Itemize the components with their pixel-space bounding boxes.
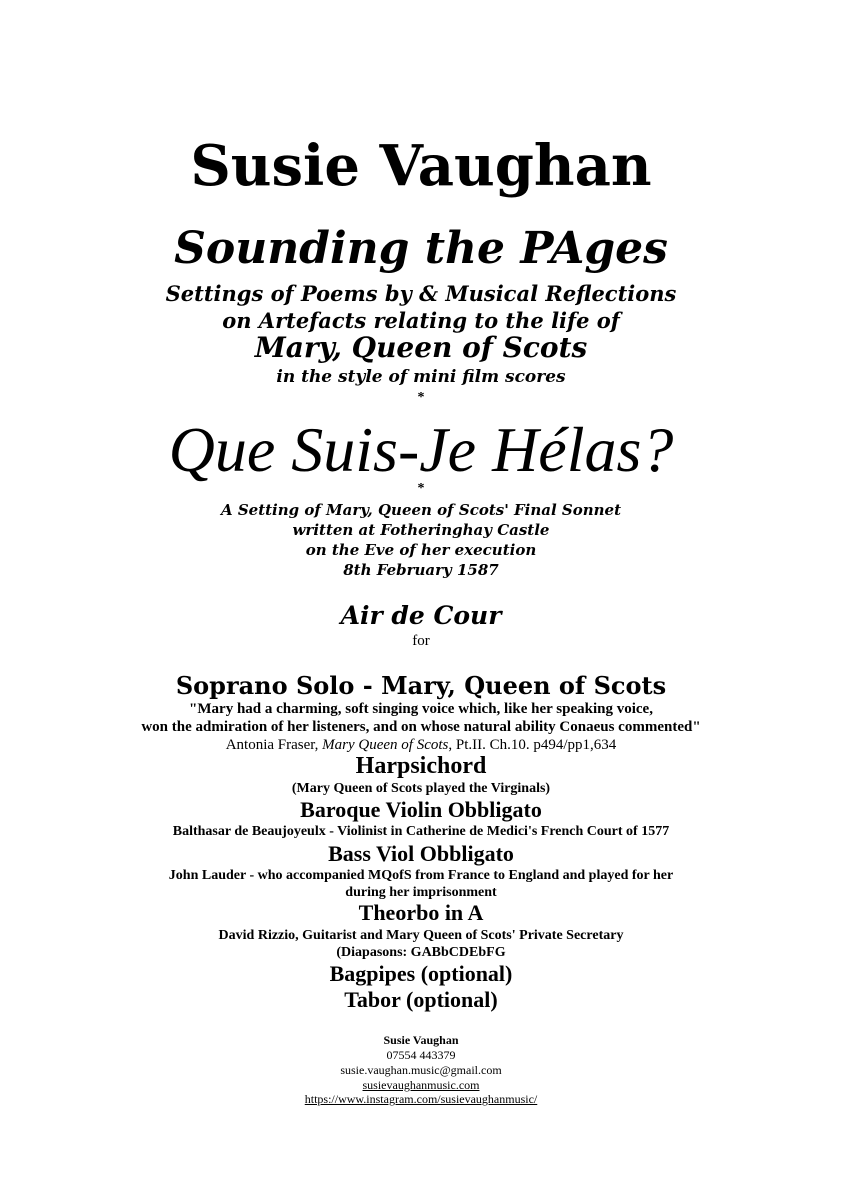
bass-viol-note-line-1: John Lauder - who accompanied MQofS from France to England and played for her bbox=[168, 868, 674, 883]
instrument-baroque-violin: Baroque Violin Obbligato bbox=[300, 797, 542, 822]
series-title: Sounding the PAges bbox=[174, 223, 668, 274]
contact-name: Susie Vaughan bbox=[383, 1033, 459, 1047]
bass-viol-note-line-2: during her imprisonment bbox=[345, 885, 497, 900]
instrument-soprano: Soprano Solo - Mary, Queen of Scots bbox=[175, 671, 667, 700]
separator-star-2: * bbox=[417, 481, 425, 496]
theorbo-note-line-2: (Diapasons: GABbCDEbFG bbox=[336, 945, 506, 960]
theorbo-note-line-1: David Rizzio, Guitarist and Mary Queen of Scots' Private Secretary bbox=[218, 928, 624, 943]
instrument-tabor: Tabor (optional) bbox=[344, 987, 498, 1012]
harpsichord-note: (Mary Queen of Scots played the Virginals) bbox=[291, 781, 551, 796]
series-subject: Mary, Queen of Scots bbox=[254, 331, 588, 364]
instrument-bagpipes: Bagpipes (optional) bbox=[329, 961, 513, 986]
for-label: for bbox=[412, 633, 430, 649]
violin-note: Balthasar de Beaujoyeulx - Violinist in Catherine de Medici's French Court of 1577 bbox=[172, 824, 670, 839]
series-subtitle-line-2: on Artefacts relating to the life of bbox=[222, 308, 620, 333]
series-subtitle-line-3: in the style of mini film scores bbox=[276, 367, 566, 387]
soprano-quote-line-1: "Mary had a charming, soft singing voice which, like her speaking voice, bbox=[189, 701, 653, 717]
work-description-line-2: written at Fotheringhay Castle bbox=[292, 521, 550, 539]
series-subtitle-line-1: Settings of Poems by & Musical Reflections bbox=[165, 281, 677, 306]
work-description-line-3: on the Eve of her execution bbox=[305, 541, 537, 559]
contact-phone: 07554 443379 bbox=[386, 1048, 456, 1062]
work-form: Air de Cour bbox=[340, 601, 502, 630]
work-title: Que Suis-Je Hélas? bbox=[168, 414, 674, 485]
citation-book: Mary Queen of Scots bbox=[322, 737, 449, 753]
separator-star-1: * bbox=[417, 390, 425, 405]
instrument-harpsichord: Harpsichord bbox=[355, 753, 487, 779]
contact-website-link[interactable]: susievaughanmusic.com bbox=[362, 1078, 480, 1092]
contact-instagram-row bbox=[0, 1093, 842, 1105]
work-description-line-4: 8th February 1587 bbox=[343, 561, 499, 579]
contact-website-row bbox=[0, 1079, 842, 1091]
soprano-citation bbox=[0, 738, 842, 753]
composer-name: Susie Vaughan bbox=[190, 133, 652, 199]
instrument-bass-viol: Bass Viol Obbligato bbox=[328, 841, 514, 866]
citation-reference: , Pt.II. Ch.10. p494/pp1,634 bbox=[448, 737, 617, 753]
instrument-theorbo: Theorbo in A bbox=[358, 900, 484, 925]
work-description-line-1: A Setting of Mary, Queen of Scots' Final Sonnet bbox=[220, 501, 622, 519]
contact-email: susie.vaughan.music@gmail.com bbox=[340, 1063, 502, 1077]
contact-instagram-link[interactable]: https://www.instagram.com/susievaughanmusic/ bbox=[304, 1092, 538, 1106]
citation-author: Antonia Fraser, bbox=[225, 737, 323, 753]
soprano-quote-line-2: won the admiration of her listeners, and on whose natural ability Conaeus commented" bbox=[141, 719, 701, 735]
